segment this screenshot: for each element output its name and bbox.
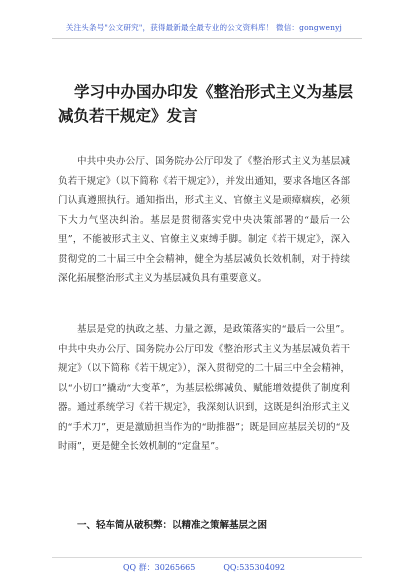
footer-divider: [52, 557, 362, 558]
footer-qq-group: QQ 群：30265665: [122, 563, 196, 572]
header-notice: 关注头条号"公文研究"，获得最新最全最专业的公文资料库！ 微信：gongwenyj: [65, 23, 343, 32]
body-paragraph-1: 中共中央办公厅、国务院办公厅印发了《整治形式主义为基层减负若干规定》（以下简称《若干规定》），并发出通知，要求各地区各部门认真遵照执行。通知指出，形式主义、官僚主义是顽瘴痼疾，必须下大力气坚决纠治。基层是贯彻落实党中央决策部署的“最后一公里”，不能被形式主义、官僚主义束缚手脚。制定《若干规定》，深入贯彻党的二十届三中全会精神，健全为基层减负长效机制，对于持续深化拓展整治形式主义为基层减负具有重要意义。: [58, 156, 350, 284]
document-title: 学习中办国办印发《整治形式主义为基层减负若干规定》发言: [58, 83, 354, 125]
footer: [0, 562, 408, 573]
section-heading-1: 一、轻车简从破积弊：以精准之策解基层之困: [77, 520, 268, 531]
footer-qq-number: QQ:535304092: [223, 563, 285, 572]
body-paragraph-2: 基层是党的执政之基、力量之源，是政策落实的“最后一公里”。中共中央办公厅、国务院办公厅印发《整治形式主义为基层减负若干规定》（以下简称《若干规定》），深入贯彻党的二十届三中全会精神，以“小切口”撬动“大变革”，为基层松绑减负、赋能增效提供了制度利器。通过系统学习《若干规定》，我深刻认识到，这既是纠治形式主义的“手术刀”，更是激励担当作为的“助推器”；既是回应基层关切的“及时雨”，更是健全长效机制的“定盘星”。: [58, 324, 350, 452]
header-divider: [52, 38, 362, 39]
